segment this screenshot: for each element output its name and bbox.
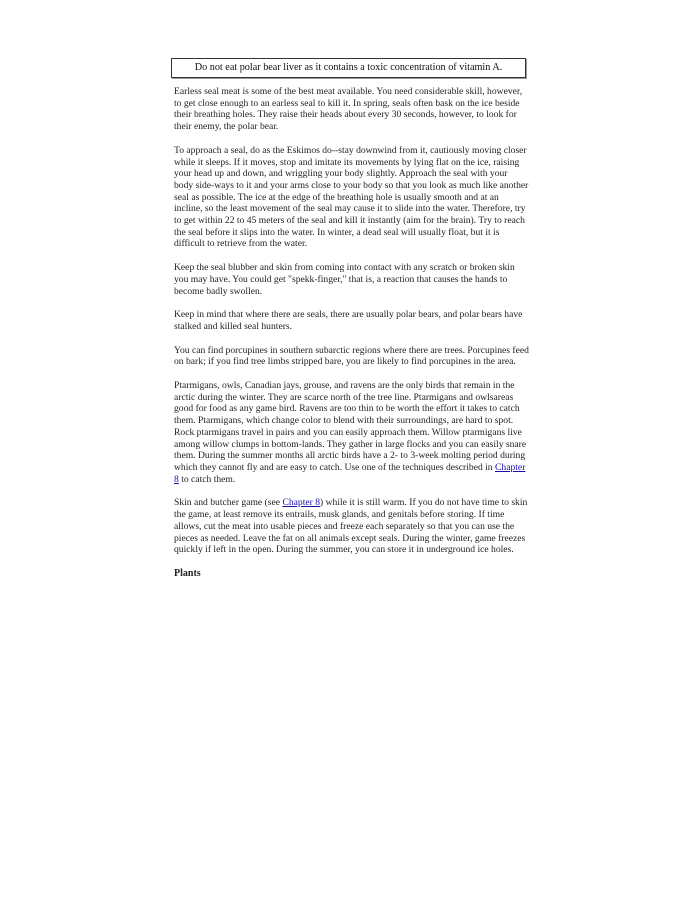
butcher-text: Skin and butcher game (see [174, 497, 283, 509]
section-heading-plants: Plants [174, 567, 201, 579]
paragraph-earless-seal: Earless seal meat is some of the best meat available. You need considerable skill, however, to get close enough to an earless seal to kill it. In spring, seals often bask on the ice beside their breathing holes. They raise their heads about every 30 seconds, however, to look for their enemy, the polar bear. [174, 86, 523, 133]
body-text [174, 86, 529, 580]
chapter-8-link[interactable]: Chapter 8 [174, 461, 526, 485]
paragraph-butcher-game [174, 497, 529, 556]
paragraph-porcupines: You can find porcupines in southern subarctic regions where there are trees. Porcupines feed on bark; if you find tree limbs stripped bare, you are likely to find porcupines in the area. [174, 344, 529, 368]
birds-text: Ptarmigans, owls, Canadian jays, grouse, and ravens are the only birds that remain in the arctic during the winter. They are scarce north of the tree line. Ptarmigans and owlsareas good for food as any game bird. Ravens are too thin to be worth the effort it takes to catch them. Ptarmigans, which change color to blend with their surroundings, are hard to spot. Rock ptarmigans travel in pairs and you can easily approach them. Willow ptarmigans live among willow clumps in bottom-lands. They gather in large flocks and you can easily snare them. During the summer months all arctic birds have a 2- to 3-week molting period during which they cannot fly and are easy to catch. Use one of the techniques described in [174, 380, 527, 473]
warning-box [171, 58, 526, 78]
warning-text: Do not eat polar bear liver as it contains a toxic concentration of vitamin A. [194, 62, 503, 73]
paragraph-polar-bears: Keep in mind that where there are seals, there are usually polar bears, and polar bears have stalked and killed seal hunters. [174, 309, 523, 332]
paragraph-seal-blubber: Keep the seal blubber and skin from coming into contact with any scratch or broken skin you may have. You could get "spekk-finger," that is, a reaction that causes the hands to become badly swollen. [174, 262, 515, 297]
paragraph-birds [174, 380, 529, 485]
paragraph-approach-seal: To approach a seal, do as the Eskimos do--stay downwind from it, cautiously moving closer while it sleeps. If it moves, stop and imitate its movements by lying flat on the ice, raising your head up and down, and wriggling your body slightly. Approach the seal with your body side-ways to it and your arms close to your body so that you look as much like another seal as possible. The ice at the edge of the breathing hole is usually smooth and at an incline, so the least movement of the seal may cause it to slide into the water. Therefore, try to get within 22 to 45 meters of the seal and kill it instantly (aim for the brain). Try to reach the seal before it slips into the water. In winter, a dead seal will usually float, but it is difficult to retrieve from the water. [174, 144, 529, 250]
birds-text-end: to catch them. [178, 473, 236, 485]
chapter-8-link[interactable]: Chapter 8 [282, 497, 321, 509]
butcher-text-end: ) while it is still warm. If you do not have time to skin the game, at least remove its entrails, musk glands, and genitals before storing. If time allows, cut the meat into usable pieces and freeze each separately so that you can use the pieces as needed. Leave the fat on all animals except seals. During the winter, game freezes quickly if left in the open. During the summer, you can store it in underground ice holes. [174, 497, 528, 556]
